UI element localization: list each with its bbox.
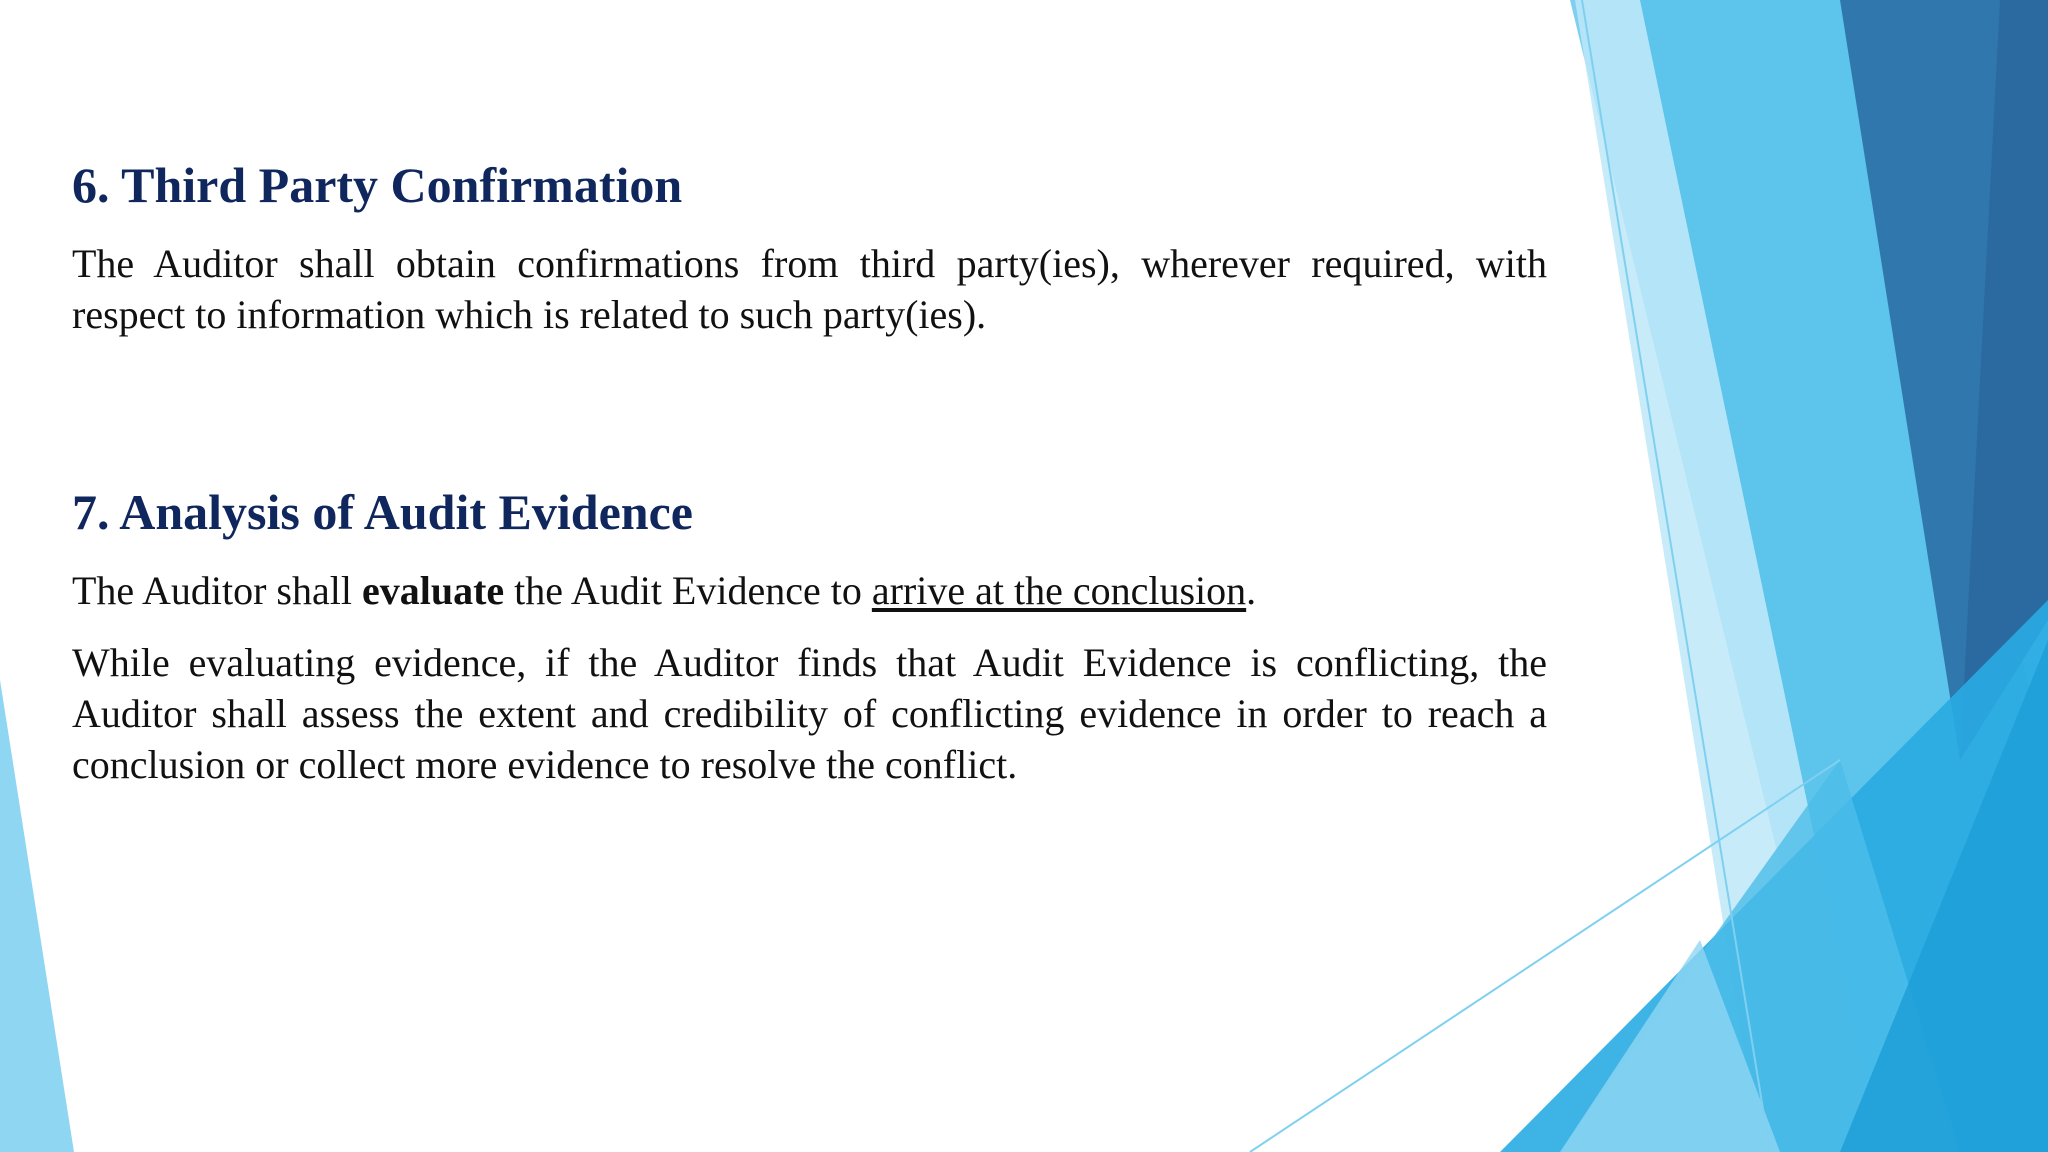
section-6-body: The Auditor shall obtain confirmations from third party(ies), wherever required, with respect to information which is related to such party(ies).: [72, 241, 1547, 337]
section-7-heading: 7. Analysis of Audit Evidence: [72, 484, 693, 540]
p1-text-middle: the Audit Evidence to: [504, 568, 872, 613]
section-7-paragraph-2: While evaluating evidence, if the Auditor finds that Audit Evidence is conflicting, the Auditor shall assess the extent and credibility of conflicting evidence in order to reach a conclusion or collect more evidence to resolve the conflict.: [72, 640, 1547, 787]
p1-text-end: .: [1246, 568, 1257, 613]
section-6-heading: 6. Third Party Confirmation: [72, 157, 683, 213]
p1-text-start: The Auditor shall: [72, 568, 362, 613]
p1-bold-word: evaluate: [361, 568, 505, 613]
p1-underlined-phrase: arrive at the conclusion: [871, 568, 1247, 613]
section-7-paragraph-1: [72, 565, 1547, 616]
left-edge-triangle: [0, 680, 74, 1152]
